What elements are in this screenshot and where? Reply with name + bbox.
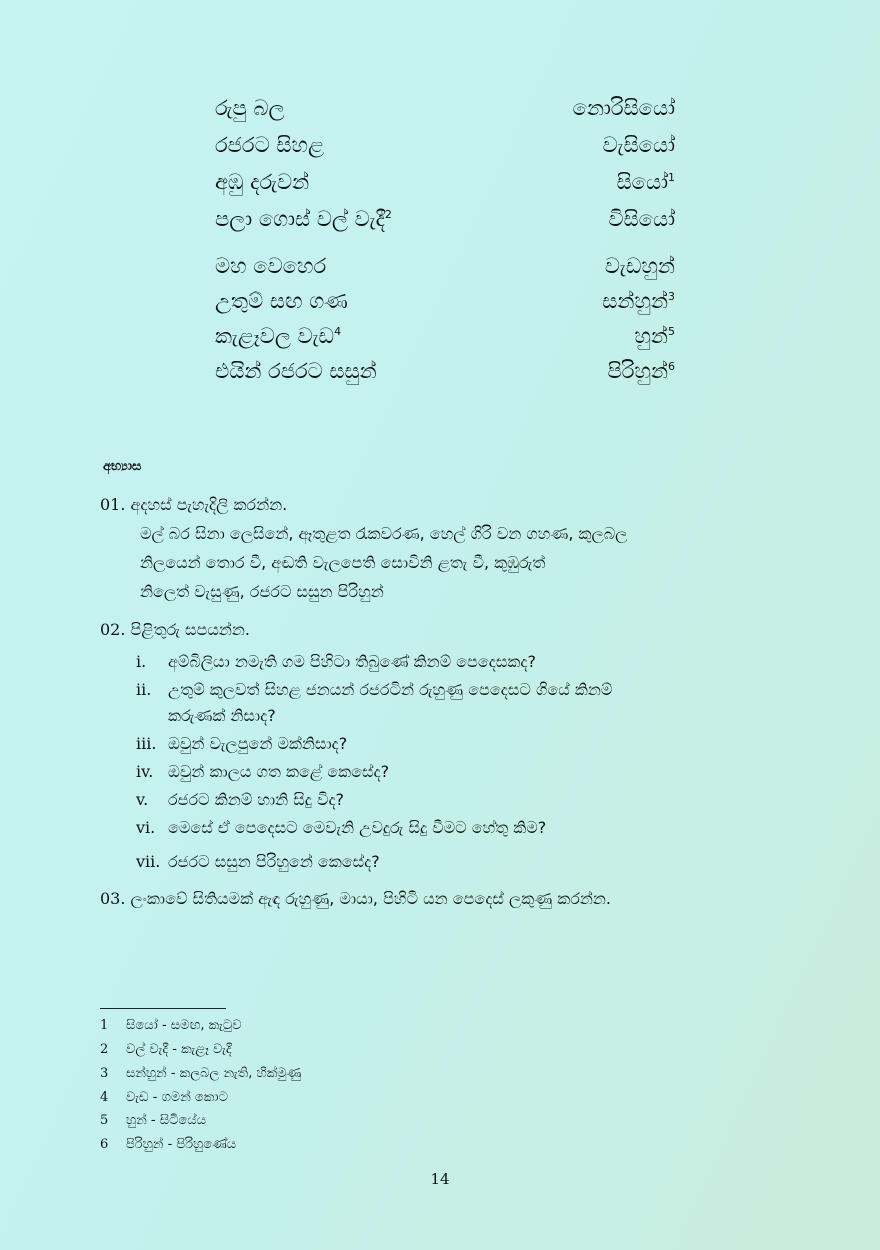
sub-question-number: i. [136, 652, 147, 671]
footnote [100, 1113, 206, 1128]
poem-line-left: මහ වෙහෙර [215, 254, 327, 278]
poem-line-right: වැසියෝ [602, 133, 675, 157]
sub-question [136, 852, 380, 872]
poem-line-right: පිරිහුන්$^6$ [607, 359, 675, 383]
poem-line [215, 170, 675, 200]
footnote-number: 2 [100, 1042, 109, 1057]
sub-question [136, 680, 612, 700]
footnote [100, 1042, 232, 1057]
footnote-number: 6 [100, 1137, 109, 1152]
poem-line-right: වැඩහුන් [604, 254, 675, 278]
footnote [100, 1066, 301, 1081]
poem-line-left: කැළෑවල වැඩ$^4$ [215, 324, 342, 348]
poem-line-left: පලා ගොස් වල් වැදී$^2$ [215, 207, 392, 231]
poem-line-left: උතුම් සඟ ගණ [215, 289, 348, 313]
sub-question [136, 652, 536, 672]
poem-line-right: විසියෝ [608, 207, 675, 231]
sub-question [136, 818, 546, 838]
sub-question-text: රජරට සසුන පිරිහුනේ කෙසේද? [168, 852, 380, 871]
quote-line: නිලෙත් වැසුණු, රජරට සසුන පිරිහුන් [140, 582, 384, 601]
question-number: 02. [100, 620, 126, 639]
footnote-ref: 4 [334, 325, 342, 338]
poem-line [215, 359, 675, 389]
sub-question-number: iv. [136, 762, 154, 781]
sub-question-number: vi. [136, 818, 156, 837]
question-text: අදහස් පැහැදිලි කරන්න. [130, 495, 288, 514]
poem-line [215, 207, 675, 237]
sub-question-text: ඔවුන් කාලය ගත කළේ කෙසේද? [168, 762, 390, 781]
question-3 [100, 889, 611, 909]
footnote-number: 4 [100, 1090, 109, 1105]
footnote-number: 5 [100, 1113, 109, 1128]
footnote-number: 3 [100, 1066, 109, 1081]
poem-line [215, 133, 675, 163]
poem-line [215, 254, 675, 284]
footnote-divider [100, 1008, 226, 1009]
question-1 [100, 495, 287, 515]
sub-question-number: v. [136, 790, 149, 809]
poem-line [215, 96, 675, 126]
page-number: 14 [430, 1170, 450, 1188]
footnote-text: පිරිහුන් - පිරිහුණේය [126, 1137, 237, 1152]
footnote-text: වල් වැදී - කැළෑ වැදී [126, 1042, 232, 1057]
footnote-ref: 5 [668, 325, 675, 338]
footnote-text: හුන් - සිටියේය [126, 1113, 206, 1128]
sub-question-text: මෙසේ ඒ පෙදෙසට මෙවැනි උවදුරු සිදු වීමට හේතු කිම? [168, 818, 547, 837]
poem-line-right: හුන්$^5$ [634, 324, 675, 348]
question-2 [100, 620, 250, 640]
sub-question-text: රජරට කිනම් හානි සිදු විද? [168, 790, 345, 809]
footnote-ref: 2 [384, 208, 392, 221]
quote-line: මල් බර සිනා ලෙසිනේ, ඈතුළත රැකවරණ, හෙල් ගිරි වන ගහණ, කුලබල [140, 524, 628, 543]
question-number: 01. [100, 495, 126, 514]
footnote-ref: 1 [668, 171, 675, 184]
poem-line-left: රුපු බල [215, 96, 285, 120]
sub-question-text: ඔවුන් වැලපුනේ මක්නිසාද? [168, 734, 348, 753]
footnote [100, 1018, 242, 1033]
sub-question [136, 734, 347, 754]
sub-question-continuation: කරුණක් නිසාද? [168, 706, 276, 725]
poem-line [215, 324, 675, 354]
footnote-text: සන්හුන් - කලබල නැති, හික්මුණු [126, 1066, 302, 1081]
footnote-ref: 6 [668, 360, 675, 373]
poem-line-left: එයින් රජරට සසුන් [215, 359, 377, 383]
poem-line-left: රජරට සිහළ [215, 133, 325, 157]
poem-line-right: සියෝ$^1$ [616, 170, 675, 194]
sub-question-number: vii. [136, 852, 161, 871]
poem-line-right: නොරිසියෝ [572, 96, 675, 120]
sub-question [136, 762, 389, 782]
footnote [100, 1090, 228, 1105]
footnote-text: වැඩ - ගමන් කොට [126, 1090, 228, 1105]
poem-line [215, 289, 675, 319]
quote-line: නිලයෙන් තොර වී, අඬති වැලපෙති සොවිනි ළතැ වී, කුඹුරුත් [140, 553, 546, 572]
sub-question-number: iii. [136, 734, 157, 753]
sub-question-text: අම්බිලියා නමැති ගම පිහිටා තිබුණේ කිනම් පෙදෙසකද? [168, 652, 536, 671]
poem-line-left: අඹු දරුවන් [215, 170, 310, 194]
sub-question-text: උතුම් කුලවත් සිහළ ජනයන් රජරටින් රුහුණු පෙදෙසට ගියේ කිනම් [168, 680, 613, 699]
question-text: පිළිතුරු සපයන්න. [130, 620, 250, 639]
footnote [100, 1137, 236, 1152]
footnote-ref: 3 [668, 290, 675, 303]
exercises-heading: අභ්‍යාස [103, 459, 142, 474]
sub-question [136, 790, 344, 810]
poem-line-right: සන්හුන්$^3$ [602, 289, 675, 313]
question-text: ලංකාවේ සිතියමක් ඇඳ රුහුණු, මායා, පිහිටි යන පෙදෙස් ලකුණු කරන්න. [130, 889, 611, 908]
footnote-number: 1 [100, 1018, 109, 1033]
question-number: 03. [100, 889, 126, 908]
footnote-text: සියෝ - සමඟ, කැටුව [126, 1018, 242, 1033]
sub-question-number: ii. [136, 680, 152, 699]
